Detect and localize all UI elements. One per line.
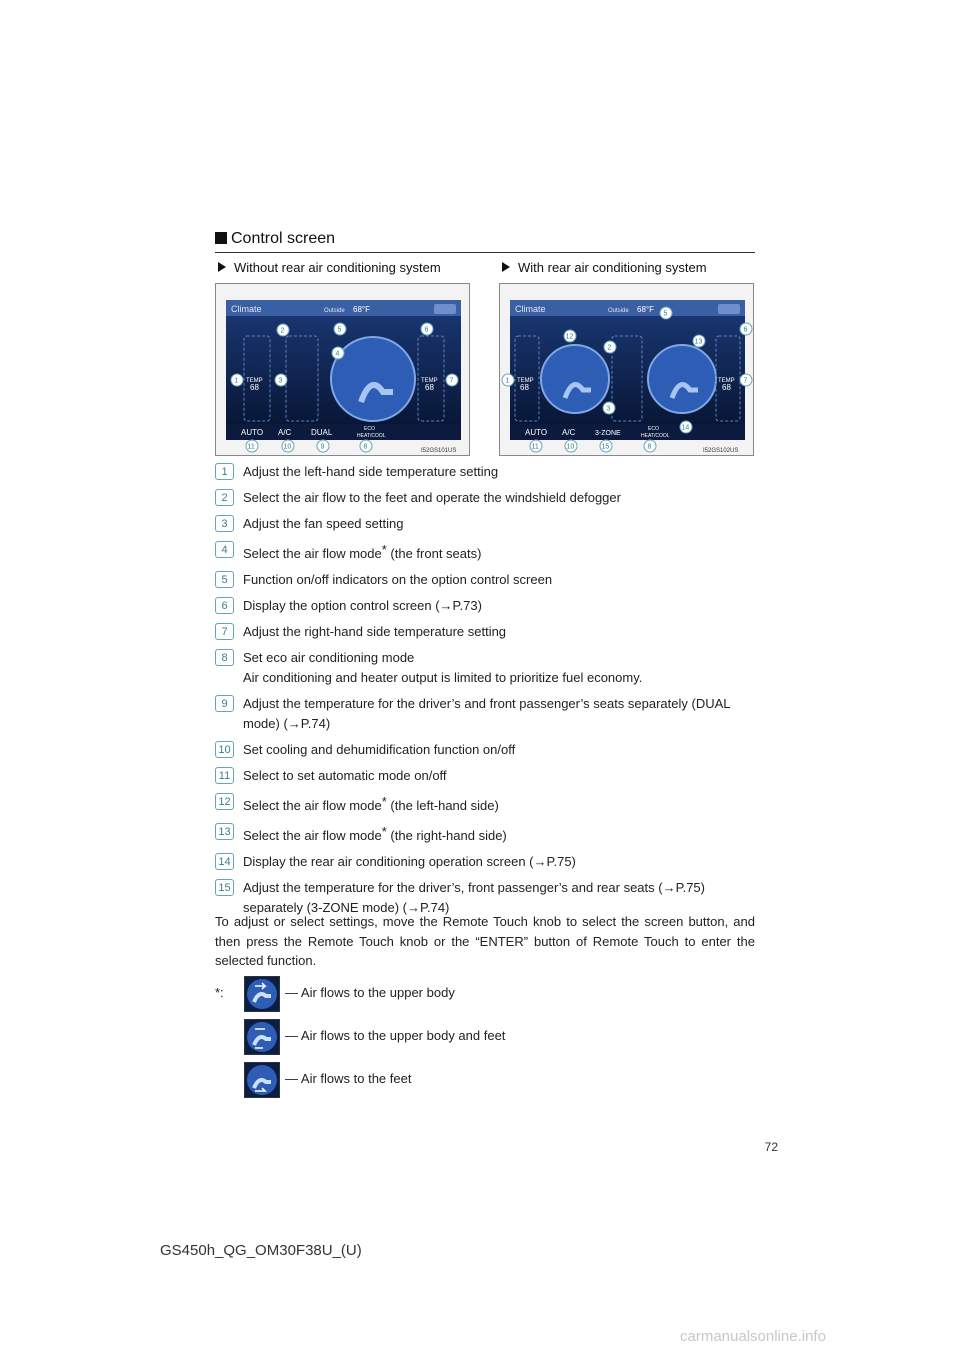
svg-text:11: 11 [531, 443, 539, 451]
watermark: carmanualsonline.info [680, 1328, 826, 1345]
svg-text:14: 14 [681, 424, 690, 432]
svg-text:68: 68 [425, 383, 434, 392]
outside-label: Outside [324, 308, 345, 314]
list-item: 2 Select the air flow to the feet and operate the windshield defogger [215, 488, 760, 508]
callout-number: 10 [215, 741, 234, 758]
note-row: — Air flows to the upper body [244, 976, 764, 1012]
callout-number: 9 [215, 695, 234, 712]
svg-text:68: 68 [722, 383, 731, 392]
callout-number: 14 [215, 853, 234, 870]
callout-number: 11 [215, 767, 234, 784]
list-item: 4 Select the air flow mode* (the front seats) [215, 540, 760, 564]
footnote-marker: *: [215, 985, 224, 1000]
triangle-icon [502, 262, 510, 272]
triangle-icon [218, 262, 226, 272]
caption-left: Without rear air conditioning system [218, 260, 441, 275]
footnote-star: * [381, 794, 387, 809]
footnote-star: * [381, 542, 387, 557]
list-item: 1 Adjust the left-hand side temperature setting [215, 462, 760, 482]
svg-text:15: 15 [601, 443, 610, 451]
svg-text:TEMP: TEMP [517, 378, 534, 384]
list-item: 5 Function on/off indicators on the option control screen [215, 570, 760, 590]
screen-without-rear [215, 283, 470, 456]
callout-number: 8 [215, 649, 234, 666]
svg-text:13: 13 [694, 338, 703, 346]
screen-title: Climate [231, 304, 262, 314]
svg-text:10: 10 [566, 443, 575, 451]
svg-text:5: 5 [663, 310, 668, 318]
note-row: — Air flows to the upper body and feet [244, 1019, 764, 1055]
instruction-paragraph: To adjust or select settings, move the Remote Touch knob to select the screen button, and then press the Remote Touch knob or the “ENTER” button of Remote Touch to enter the selected function. [215, 914, 755, 968]
back-button[interactable] [434, 304, 456, 314]
caption-right: With rear air conditioning system [502, 260, 707, 275]
callout-list [215, 462, 760, 924]
back-button[interactable] [718, 304, 740, 314]
note-row: — Air flows to the feet [244, 1062, 764, 1098]
eco-button[interactable]: ECO [648, 426, 659, 432]
svg-text:2: 2 [607, 344, 612, 352]
image-code: I52GS101US [421, 448, 457, 454]
callout-number: 12 [215, 793, 234, 810]
callout-number: 5 [215, 571, 234, 588]
svg-text:1: 1 [505, 377, 510, 385]
outside-label: Outside [608, 308, 629, 314]
three-zone-button[interactable]: 3-ZONE [595, 430, 621, 437]
svg-text:5: 5 [337, 326, 342, 334]
callout-number: 1 [215, 463, 234, 480]
ac-button[interactable]: A/C [562, 428, 576, 437]
ac-button[interactable]: A/C [278, 428, 292, 437]
svg-text:8: 8 [363, 443, 368, 451]
svg-text:6: 6 [743, 326, 748, 334]
auto-button[interactable]: AUTO [241, 428, 264, 437]
airflow-dial-left[interactable] [541, 345, 609, 413]
callout-number: 2 [215, 489, 234, 506]
list-item: 15 Adjust the temperature for the driver’s, front passenger’s and rear seats (→P.75) separately (3-ZONE mode) (→P.74) [215, 878, 760, 918]
list-item: 14 Display the rear air conditioning operation screen (→P.75) [215, 852, 760, 872]
svg-text:4: 4 [335, 350, 340, 358]
document-footer: GS450h_QG_OM30F38U_(U) [160, 1242, 362, 1259]
dual-button[interactable]: DUAL [311, 428, 333, 437]
svg-text:3: 3 [606, 405, 611, 413]
svg-text:HEAT/COOL: HEAT/COOL [357, 433, 386, 439]
climate-screen-right [500, 284, 755, 457]
image-code: I52GS102US [703, 448, 739, 454]
svg-text:7: 7 [743, 377, 748, 385]
svg-text:1: 1 [234, 377, 239, 385]
airflow-upper-body-icon [244, 976, 280, 1012]
outside-temp: 68°F [353, 305, 370, 314]
list-item: 7 Adjust the right-hand side temperature setting [215, 622, 760, 642]
climate-screen-left [216, 284, 471, 457]
screen-with-rear [499, 283, 754, 456]
list-item: 11 Select to set automatic mode on/off [215, 766, 760, 786]
outside-temp: 68°F [637, 305, 654, 314]
svg-text:TEMP: TEMP [246, 378, 263, 384]
svg-text:8: 8 [647, 443, 652, 451]
callout-number: 15 [215, 879, 234, 896]
svg-text:12: 12 [565, 333, 574, 341]
list-item: 9 Adjust the temperature for the driver’s and front passenger’s seats separately (DUAL mode) (→P.74) [215, 694, 760, 734]
section-heading: Control screen [215, 230, 755, 253]
svg-text:10: 10 [283, 443, 292, 451]
svg-text:2: 2 [280, 327, 285, 335]
svg-text:3: 3 [278, 377, 283, 385]
svg-text:TEMP: TEMP [421, 378, 438, 384]
svg-text:7: 7 [449, 377, 454, 385]
callout-number: 13 [215, 823, 234, 840]
list-item: 12 Select the air flow mode* (the left-hand side) [215, 792, 760, 816]
svg-text:TEMP: TEMP [718, 378, 735, 384]
screen-title: Climate [515, 304, 546, 314]
svg-text:68: 68 [520, 383, 529, 392]
eco-button[interactable]: ECO [364, 426, 375, 432]
auto-button[interactable]: AUTO [525, 428, 548, 437]
callout-number: 7 [215, 623, 234, 640]
airflow-dial[interactable] [331, 337, 415, 421]
list-item: 3 Adjust the fan speed setting [215, 514, 760, 534]
svg-text:11: 11 [247, 443, 255, 451]
airflow-feet-icon [244, 1062, 280, 1098]
callout-number: 3 [215, 515, 234, 532]
airflow-upper-body-feet-icon [244, 1019, 280, 1055]
list-item: 10 Set cooling and dehumidification function on/off [215, 740, 760, 760]
callout-number: 4 [215, 541, 234, 558]
svg-text:6: 6 [424, 326, 429, 334]
footnote-star: * [381, 824, 387, 839]
svg-text:HEAT/COOL: HEAT/COOL [641, 433, 670, 439]
airflow-dial-right[interactable] [648, 345, 716, 413]
list-item: 13 Select the air flow mode* (the right-hand side) [215, 822, 760, 846]
svg-text:68: 68 [250, 383, 259, 392]
svg-text:9: 9 [320, 443, 325, 451]
list-item: 6 Display the option control screen (→P.73) [215, 596, 760, 616]
callout-number: 6 [215, 597, 234, 614]
heading-square-icon [215, 232, 227, 244]
list-item: 8 Set eco air conditioning mode Air conditioning and heater output is limited to prioritize fuel economy. [215, 648, 760, 688]
page-number: 72 [764, 1140, 778, 1154]
